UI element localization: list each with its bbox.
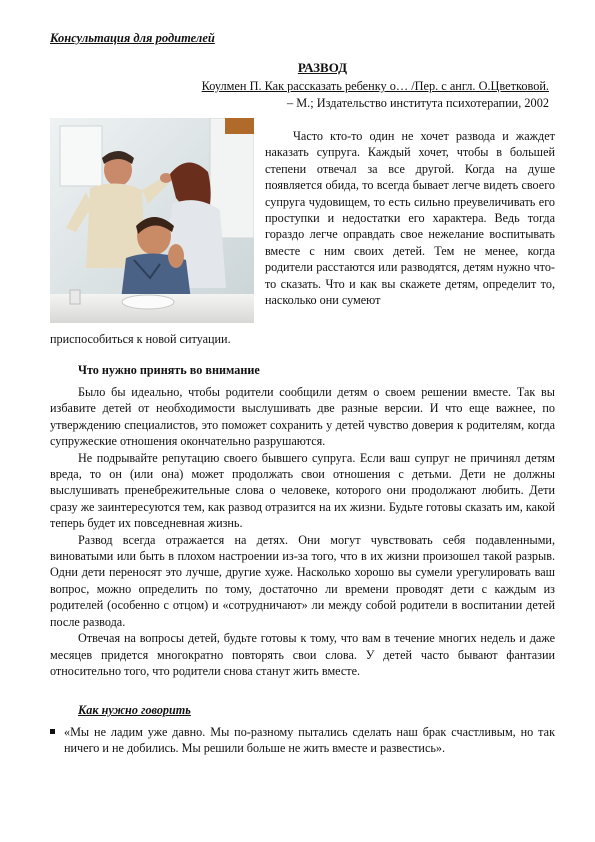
section-heading-how-to-speak: Как нужно говорить	[78, 703, 191, 717]
section-heading-considerations: Что нужно принять во внимание	[78, 363, 260, 377]
document-title: РАЗВОД	[297, 60, 348, 75]
consultation-header: Консультация для родителей	[50, 31, 215, 45]
body-paragraph: Было бы идеально, чтобы родители сообщили детям о своем решении вместе. Так вы избавите детей от необходимости выслушивать две разные версии. И что еще важнее, по утверждению специалистов, это поможет сохранить у детей чувство доверия к родителям, когда супружеские отношения окончательно разрушаются.	[50, 385, 555, 449]
body-paragraph: Не подрывайте репутацию своего бывшего супруга. Если ваш супруг не причинял детям вреда, то он (или она) может продолжать свои отношения с детьми. Дети не должны выслушивать пренебрежительные слова о человеке, которого они продолжают любить. Дети сразу же заинтересуются тем, как развод отразится на их жизни. Будьте готовы сказать им, какой теперь будет их повседневная жизнь.	[50, 450, 555, 531]
intro-paragraph: Часто кто-то один не хочет развода и жаждет наказать супруга. Каждый хочет, чтобы в большей степени отвечал за все другой. Когда на душе появляется обида, то всегда бывает легче видеть своего супруга чудовищем, то есть сильно преувеличивать его проступки и недостатки его характера. Ведь тогда гораздо легче оправдать свое нежелание воспитывать вместе с ним своих детей. Тем не менее, когда родители расстаются или разводятся, детям нужно что-то сказать. Что и как вы скажете детям, определит то, насколько они сумеют	[265, 129, 555, 308]
intro-paragraph-end: приспособиться к новой ситуации.	[50, 332, 231, 346]
family-argument-photo	[50, 118, 254, 323]
list-item	[50, 724, 555, 757]
source-citation-line2: – М.; Издательство института психотерапии, 2002	[286, 96, 549, 110]
list-item-text: «Мы не ладим уже давно. Мы по-разному пытались сделать наш брак счастливым, но так ничего и не добились. Мы решили больше не жить вместе и развестись».	[64, 725, 555, 756]
section-body	[50, 384, 555, 679]
source-citation-line1: Коулмен П. Как рассказать ребенку о… /Пер. с англ. О.Цветковой.	[201, 79, 549, 93]
square-bullet-icon	[50, 729, 55, 734]
body-paragraph: Отвечая на вопросы детей, будьте готовы к тому, что вам в течение многих недель и даже месяцев придется многократно повторять свои слова. У детей часто бывают фантазии относительно того, что родители снова станут жить вместе.	[50, 631, 555, 678]
quote-bullet-list	[50, 724, 555, 757]
body-paragraph: Развод всегда отражается на детях. Они могут чувствовать себя подавленными, виноватыми или быть в плохом настроении из-за того, что в их жизни произошел такой разрыв. Одни дети переносят это лучше, другие хуже. Насколько хорошо вы сумели урегулировать ваш вопрос, можно определить по тому, достаточно ли времени проводят дети с каждым из родителей (особенно с отцом) и «сотрудничают» ли между собой родители в воспитании детей после развода.	[50, 532, 555, 629]
